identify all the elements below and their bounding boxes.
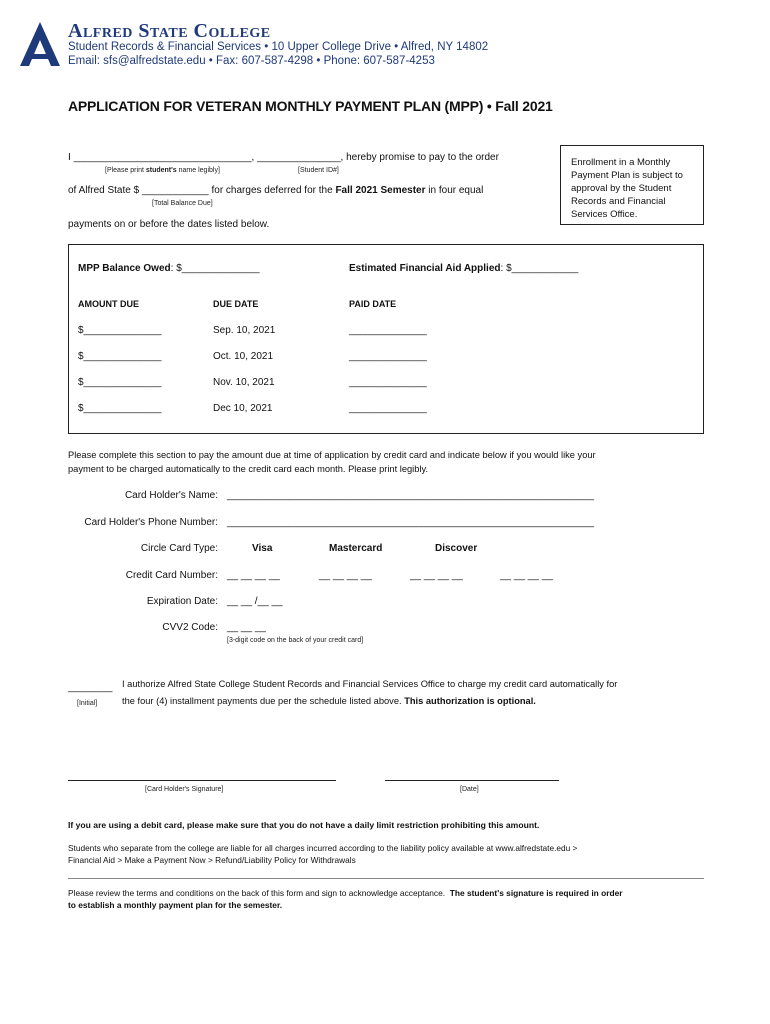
card-number-group-1[interactable]: __ __ __ __	[227, 570, 280, 581]
row1-paid-field[interactable]: ______________	[349, 325, 427, 336]
student-id-caption: [Student ID#]	[298, 167, 339, 174]
authorization-line-1: I authorize Alfred State College Student Records and Financial Services Office to charge my credit card automatically for	[122, 679, 618, 689]
promise-line-2: of Alfred State $ ____________ for charges deferred for the Fall 2021 Semester in four equal	[68, 185, 484, 196]
card-type-label: Circle Card Type:	[140, 543, 218, 554]
row1-due-date: Sep. 10, 2021	[213, 325, 276, 336]
row3-amount-field[interactable]: $______________	[78, 377, 162, 388]
promise-line-1	[68, 152, 499, 163]
header-due-date: DUE DATE	[213, 299, 259, 309]
enrollment-notice: Enrollment in a Monthly Payment Plan is subject to approval by the Student Records and Financial Services Office.	[560, 145, 704, 225]
student-name-field[interactable]: ________________________________,	[73, 152, 255, 163]
terms-line-1: Please review the terms and conditions on the back of this form and sign to acknowledge acceptance. The student's signature is required in order	[68, 888, 623, 898]
row3-due-date: Nov. 10, 2021	[213, 377, 275, 388]
liability-line-2: Financial Aid > Make a Payment Now > Refund/Liability Policy for Withdrawals	[68, 855, 356, 865]
college-name: Alfred State College	[68, 20, 271, 42]
row2-paid-field[interactable]: ______________	[349, 351, 427, 362]
header-paid-date: PAID DATE	[349, 299, 397, 309]
card-number-group-3[interactable]: __ __ __ __	[410, 570, 463, 581]
card-number-label: Credit Card Number:	[125, 570, 218, 581]
student-name-caption: [Please print student's name legibly]	[105, 167, 220, 174]
promise-line-3: payments on or before the dates listed below.	[68, 219, 270, 230]
total-balance-field[interactable]: ____________	[141, 185, 209, 196]
card-holder-signature-line[interactable]	[68, 780, 336, 781]
date-caption: [Date]	[460, 786, 479, 793]
row3-paid-field[interactable]: ______________	[349, 377, 427, 388]
promise-prefix: I	[68, 152, 71, 163]
alfred-state-logo-icon	[20, 22, 60, 66]
student-id-field[interactable]: _______________,	[257, 152, 344, 163]
estimated-aid-field[interactable]: : $____________	[500, 263, 579, 274]
card-type-visa[interactable]: Visa	[252, 543, 273, 554]
section-divider	[68, 878, 704, 879]
liability-line-1: Students who separate from the college are liable for all charges incurred according to the liability policy available at www.alfredstate.edu >	[68, 843, 578, 853]
college-address: Student Records & Financial Services • 10 Upper College Drive • Alfred, NY 14802	[68, 41, 489, 53]
row1-amount-field[interactable]: $______________	[78, 325, 162, 336]
mpp-balance-owed: MPP Balance Owed: $______________	[78, 263, 260, 274]
authorization-line-2: the four (4) installment payments due per the schedule listed above. This authorization is optional.	[122, 696, 536, 706]
card-holder-name-label: Card Holder's Name:	[124, 490, 218, 501]
cvv-field[interactable]: __ __ __	[227, 622, 266, 633]
terms-line-2: to establish a monthly payment plan for the semester.	[68, 900, 283, 910]
row4-amount-field[interactable]: $______________	[78, 403, 162, 414]
row2-due-date: Oct. 10, 2021	[213, 351, 274, 362]
card-intro-line-1: Please complete this section to pay the amount due at time of application by credit card and indicate below if you would like your	[68, 450, 596, 460]
date-signature-line[interactable]	[385, 780, 559, 781]
header-amount-due: AMOUNT DUE	[78, 299, 139, 309]
promise-suffix: hereby promise to pay to the order	[346, 152, 499, 163]
estimated-aid: Estimated Financial Aid Applied: $____________	[349, 263, 579, 274]
total-balance-caption: [Total Balance Due]	[152, 200, 213, 207]
card-holder-phone-field[interactable]: __________________________________________________________________	[227, 517, 595, 528]
cvv-label: CVV2 Code:	[162, 622, 218, 633]
mpp-balance-field[interactable]: : $______________	[170, 263, 260, 274]
expiration-field[interactable]: __ __ /__ __	[227, 596, 283, 607]
row2-amount-field[interactable]: $______________	[78, 351, 162, 362]
initial-caption: [Initial]	[77, 700, 98, 707]
row4-due-date: Dec 10, 2021	[213, 403, 273, 414]
card-type-mastercard[interactable]: Mastercard	[329, 543, 383, 554]
card-intro-line-2: payment to be charged automatically to the credit card each month. Please print legibly.	[68, 464, 429, 474]
card-holder-phone-label: Card Holder's Phone Number:	[84, 517, 218, 528]
cvv-caption: [3-digit code on the back of your credit card]	[227, 637, 364, 644]
card-holder-name-field[interactable]: __________________________________________________________________	[227, 490, 595, 501]
debit-card-warning: If you are using a debit card, please make sure that you do not have a daily limit restriction prohibiting this amount.	[68, 820, 540, 830]
card-number-group-2[interactable]: __ __ __ __	[319, 570, 372, 581]
row4-paid-field[interactable]: ______________	[349, 403, 427, 414]
college-contact: Email: sfs@alfredstate.edu • Fax: 607-587-4298 • Phone: 607-587-4253	[68, 55, 435, 67]
initial-field[interactable]: ________	[68, 682, 113, 693]
page-title: APPLICATION FOR VETERAN MONTHLY PAYMENT PLAN (MPP) • Fall 2021	[68, 98, 553, 114]
card-number-group-4[interactable]: __ __ __ __	[500, 570, 553, 581]
card-type-discover[interactable]: Discover	[435, 543, 478, 554]
card-holder-signature-caption: [Card Holder's Signature]	[145, 786, 224, 793]
expiration-label: Expiration Date:	[146, 596, 218, 607]
